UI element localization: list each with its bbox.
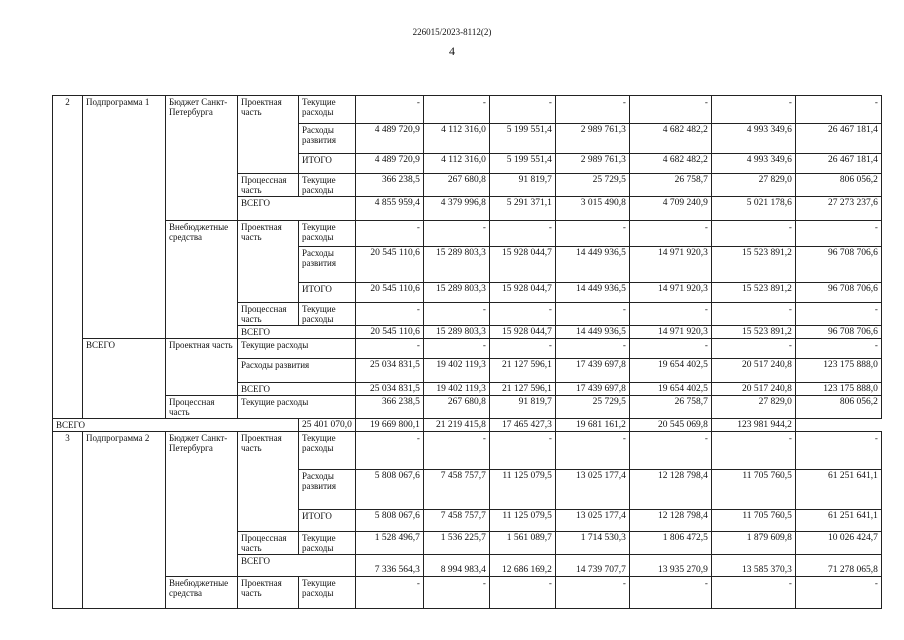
value-cell: 71 278 065,8 (795, 564, 881, 577)
value-cell: 15 928 044,7 (489, 325, 555, 338)
source-label: Бюджет Санкт-Петербурга (166, 431, 238, 577)
value-cell: 12 128 798,4 (629, 469, 711, 509)
dash-cell: - (355, 302, 423, 325)
dash-cell: - (489, 302, 555, 325)
empty-cell (711, 209, 795, 220)
part-label: Проектная часть (238, 96, 299, 174)
program-name: Подпрограмма 2 (83, 431, 166, 609)
value-cell: 12 128 798,4 (629, 509, 711, 531)
value-cell: 11 705 760,5 (711, 469, 795, 509)
dash-cell: - (489, 220, 555, 246)
expense-type-label: Текущие расходы (299, 96, 356, 124)
expense-type-label: Расходы развития (299, 124, 356, 154)
value-cell: 14 449 936,5 (555, 282, 629, 302)
value-cell: 26 758,7 (629, 174, 711, 197)
dash-cell: - (711, 577, 795, 609)
value-cell: 11 125 079,5 (489, 509, 555, 531)
value-cell: 26 467 181,4 (795, 154, 881, 174)
expense-type-label: Расходы развития (238, 358, 356, 382)
empty-cell (795, 554, 881, 564)
expense-type-label: Текущие расходы (299, 174, 356, 197)
expense-type-label: Расходы развития (299, 246, 356, 282)
value-cell: 91 819,7 (489, 395, 555, 418)
dash-cell: - (555, 431, 629, 469)
value-cell: 14 739 707,7 (555, 564, 629, 577)
dash-cell: - (711, 431, 795, 469)
value-cell: 17 439 697,8 (555, 358, 629, 382)
value-cell: 15 289 803,3 (423, 282, 489, 302)
empty-cell (355, 554, 423, 564)
value-cell: 25 401 070,0 (299, 418, 356, 431)
value-cell: 19 669 800,1 (355, 418, 423, 431)
dash-cell: - (489, 338, 555, 358)
part-label: Процессная часть (166, 395, 238, 418)
value-cell: 123 175 888,0 (795, 358, 881, 382)
value-cell: 806 056,2 (795, 395, 881, 418)
dash-cell: - (555, 96, 629, 124)
value-cell: 2 989 761,3 (555, 124, 629, 154)
value-cell: 15 523 891,2 (711, 282, 795, 302)
empty-cell (423, 554, 489, 564)
value-cell: 13 025 177,4 (555, 469, 629, 509)
value-cell: 267 680,8 (423, 395, 489, 418)
table-row (53, 395, 882, 418)
value-cell: 4 489 720,9 (355, 124, 423, 154)
value-cell: 25 729,5 (555, 395, 629, 418)
dash-cell: - (795, 220, 881, 246)
expense-type-label: Текущие расходы (299, 302, 356, 325)
dash-cell: - (355, 220, 423, 246)
value-cell: 1 528 496,7 (355, 531, 423, 554)
value-cell: 19 654 402,5 (629, 382, 711, 395)
empty-cell (795, 209, 881, 220)
value-cell: 4 993 349,6 (711, 124, 795, 154)
expense-type-label: Текущие расходы (299, 431, 356, 469)
value-cell: 26 758,7 (629, 395, 711, 418)
value-cell: 15 523 891,2 (711, 325, 795, 338)
part-label: Проектная часть (238, 577, 299, 609)
value-cell: 19 402 119,3 (423, 382, 489, 395)
value-cell: 2 989 761,3 (555, 154, 629, 174)
source-label: Бюджет Санкт-Петербурга (166, 96, 238, 221)
value-cell: 20 517 240,8 (711, 382, 795, 395)
value-cell: 13 025 177,4 (555, 509, 629, 531)
value-cell: 96 708 706,6 (795, 325, 881, 338)
dash-cell: - (629, 220, 711, 246)
value-cell: 19 681 161,2 (555, 418, 629, 431)
value-cell: 4 112 316,0 (423, 124, 489, 154)
itogo-label: ИТОГО (299, 154, 356, 174)
dash-cell: - (711, 338, 795, 358)
dash-cell: - (555, 338, 629, 358)
vsego-label: ВСЕГО (238, 382, 356, 395)
itogo-label: ИТОГО (299, 282, 356, 302)
dash-cell: - (555, 302, 629, 325)
page-number: 4 (449, 44, 455, 58)
expense-type-label: Расходы развития (299, 469, 356, 509)
program-number: 3 (53, 431, 83, 609)
empty-cell (555, 554, 629, 564)
value-cell: 5 021 178,6 (711, 197, 795, 210)
value-cell: 1 714 530,3 (555, 531, 629, 554)
budget-table (52, 95, 882, 609)
value-cell: 17 439 697,8 (555, 382, 629, 395)
value-cell: 5 199 551,4 (489, 124, 555, 154)
value-cell: 4 489 720,9 (355, 154, 423, 174)
value-cell: 96 708 706,6 (795, 246, 881, 282)
value-cell: 19 654 402,5 (629, 358, 711, 382)
empty-cell (489, 554, 555, 564)
expense-type-label: Текущие расходы (299, 531, 356, 554)
dash-cell: - (795, 431, 881, 469)
part-label: Процессная часть (238, 302, 299, 325)
dash-cell: - (629, 302, 711, 325)
dash-cell: - (423, 338, 489, 358)
dash-cell: - (711, 302, 795, 325)
dash-cell: - (795, 577, 881, 609)
value-cell: 21 219 415,8 (423, 418, 489, 431)
expense-type-label: Текущие расходы (299, 220, 356, 246)
part-label: Проектная часть (166, 338, 238, 395)
empty-cell (629, 209, 711, 220)
value-cell: 366 238,5 (355, 174, 423, 197)
dash-cell: - (555, 577, 629, 609)
value-cell: 21 127 596,1 (489, 358, 555, 382)
part-label: Процессная часть (238, 174, 299, 197)
vsego-label: ВСЕГО (53, 418, 299, 431)
value-cell: 15 523 891,2 (711, 246, 795, 282)
dash-cell: - (555, 220, 629, 246)
dash-cell: - (423, 302, 489, 325)
dash-cell: - (423, 96, 489, 124)
part-label: Проектная часть (238, 431, 299, 531)
value-cell: 4 993 349,6 (711, 154, 795, 174)
value-cell: 4 855 959,4 (355, 197, 423, 210)
value-cell: 25 034 831,5 (355, 358, 423, 382)
value-cell: 27 829,0 (711, 174, 795, 197)
part-label: Процессная часть (238, 531, 299, 554)
value-cell: 11 705 760,5 (711, 509, 795, 531)
value-cell: 10 026 424,7 (795, 531, 881, 554)
dash-cell: - (423, 220, 489, 246)
dash-cell: - (795, 302, 881, 325)
source-label: Внебюджетные средства (166, 577, 238, 609)
value-cell: 806 056,2 (795, 174, 881, 197)
source-label: Внебюджетные средства (166, 220, 238, 338)
value-cell: 14 449 936,5 (555, 325, 629, 338)
document-id: 226015/2023-8112(2) (412, 27, 492, 37)
value-cell: 5 808 067,6 (355, 469, 423, 509)
value-cell: 21 127 596,1 (489, 382, 555, 395)
empty-cell (555, 209, 629, 220)
table-row (53, 431, 882, 469)
value-cell: 96 708 706,6 (795, 282, 881, 302)
table-row (53, 577, 882, 609)
value-cell: 12 686 169,2 (489, 564, 555, 577)
value-cell: 61 251 641,1 (795, 509, 881, 531)
value-cell: 4 112 316,0 (423, 154, 489, 174)
value-cell: 14 971 920,3 (629, 282, 711, 302)
total-block-label: ВСЕГО (83, 338, 166, 418)
value-cell: 15 928 044,7 (489, 282, 555, 302)
value-cell: 26 467 181,4 (795, 124, 881, 154)
value-cell: 14 449 936,5 (555, 246, 629, 282)
value-cell: 61 251 641,1 (795, 469, 881, 509)
empty-cell (489, 209, 555, 220)
itogo-label: ИТОГО (299, 509, 356, 531)
value-cell: 4 682 482,2 (629, 124, 711, 154)
value-cell: 5 199 551,4 (489, 154, 555, 174)
dash-cell: - (795, 96, 881, 124)
program-name: Подпрограмма 1 (83, 96, 166, 339)
dash-cell: - (489, 431, 555, 469)
value-cell: 7 458 757,7 (423, 509, 489, 531)
dash-cell: - (355, 338, 423, 358)
dash-cell: - (489, 96, 555, 124)
vsego-label: ВСЕГО (238, 197, 356, 221)
dash-cell: - (629, 431, 711, 469)
value-cell: 91 819,7 (489, 174, 555, 197)
table-row (53, 338, 882, 358)
value-cell: 366 238,5 (355, 395, 423, 418)
dash-cell: - (423, 431, 489, 469)
value-cell: 4 379 996,8 (423, 197, 489, 210)
dash-cell: - (355, 577, 423, 609)
value-cell: 5 291 371,1 (489, 197, 555, 210)
value-cell: 8 994 983,4 (423, 564, 489, 577)
vsego-label: ВСЕГО (238, 554, 356, 577)
expense-type-label: Текущие расходы (299, 577, 356, 609)
value-cell: 15 928 044,7 (489, 246, 555, 282)
empty-cell (355, 209, 423, 220)
value-cell: 7 458 757,7 (423, 469, 489, 509)
value-cell: 1 806 472,5 (629, 531, 711, 554)
value-cell: 20 545 110,6 (355, 282, 423, 302)
value-cell: 3 015 490,8 (555, 197, 629, 210)
dash-cell: - (629, 96, 711, 124)
dash-cell: - (629, 338, 711, 358)
value-cell: 20 517 240,8 (711, 358, 795, 382)
value-cell: 11 125 079,5 (489, 469, 555, 509)
value-cell: 4 682 482,2 (629, 154, 711, 174)
value-cell: 17 465 427,3 (489, 418, 555, 431)
part-label: Проектная часть (238, 220, 299, 302)
dash-cell: - (355, 431, 423, 469)
value-cell: 14 971 920,3 (629, 246, 711, 282)
dash-cell: - (629, 577, 711, 609)
value-cell: 25 034 831,5 (355, 382, 423, 395)
value-cell: 7 336 564,3 (355, 564, 423, 577)
empty-cell (629, 554, 711, 564)
vsego-label: ВСЕГО (238, 325, 356, 338)
value-cell: 27 273 237,6 (795, 197, 881, 210)
value-cell: 20 545 110,6 (355, 325, 423, 338)
value-cell: 19 402 119,3 (423, 358, 489, 382)
table-row (53, 96, 882, 124)
value-cell: 20 545 110,6 (355, 246, 423, 282)
value-cell: 1 536 225,7 (423, 531, 489, 554)
value-cell: 15 289 803,3 (423, 246, 489, 282)
value-cell: 1 879 609,8 (711, 531, 795, 554)
dash-cell: - (795, 338, 881, 358)
value-cell: 123 981 944,2 (711, 418, 795, 431)
value-cell: 13 935 270,9 (629, 564, 711, 577)
value-cell: 14 971 920,3 (629, 325, 711, 338)
table-row (53, 418, 882, 431)
empty-cell (423, 209, 489, 220)
dash-cell: - (489, 577, 555, 609)
value-cell: 5 808 067,6 (355, 509, 423, 531)
value-cell: 4 709 240,9 (629, 197, 711, 210)
value-cell: 267 680,8 (423, 174, 489, 197)
dash-cell: - (711, 220, 795, 246)
program-number: 2 (53, 96, 83, 419)
value-cell: 123 175 888,0 (795, 382, 881, 395)
value-cell: 27 829,0 (711, 395, 795, 418)
expense-type-label: Текущие расходы (238, 338, 356, 358)
expense-type-label: Текущие расходы (238, 395, 356, 418)
value-cell: 15 289 803,3 (423, 325, 489, 338)
dash-cell: - (423, 577, 489, 609)
empty-cell (711, 554, 795, 564)
value-cell: 20 545 069,8 (629, 418, 711, 431)
value-cell: 13 585 370,3 (711, 564, 795, 577)
table-row (53, 220, 882, 246)
value-cell: 25 729,5 (555, 174, 629, 197)
dash-cell: - (711, 96, 795, 124)
value-cell: 1 561 089,7 (489, 531, 555, 554)
dash-cell: - (355, 96, 423, 124)
